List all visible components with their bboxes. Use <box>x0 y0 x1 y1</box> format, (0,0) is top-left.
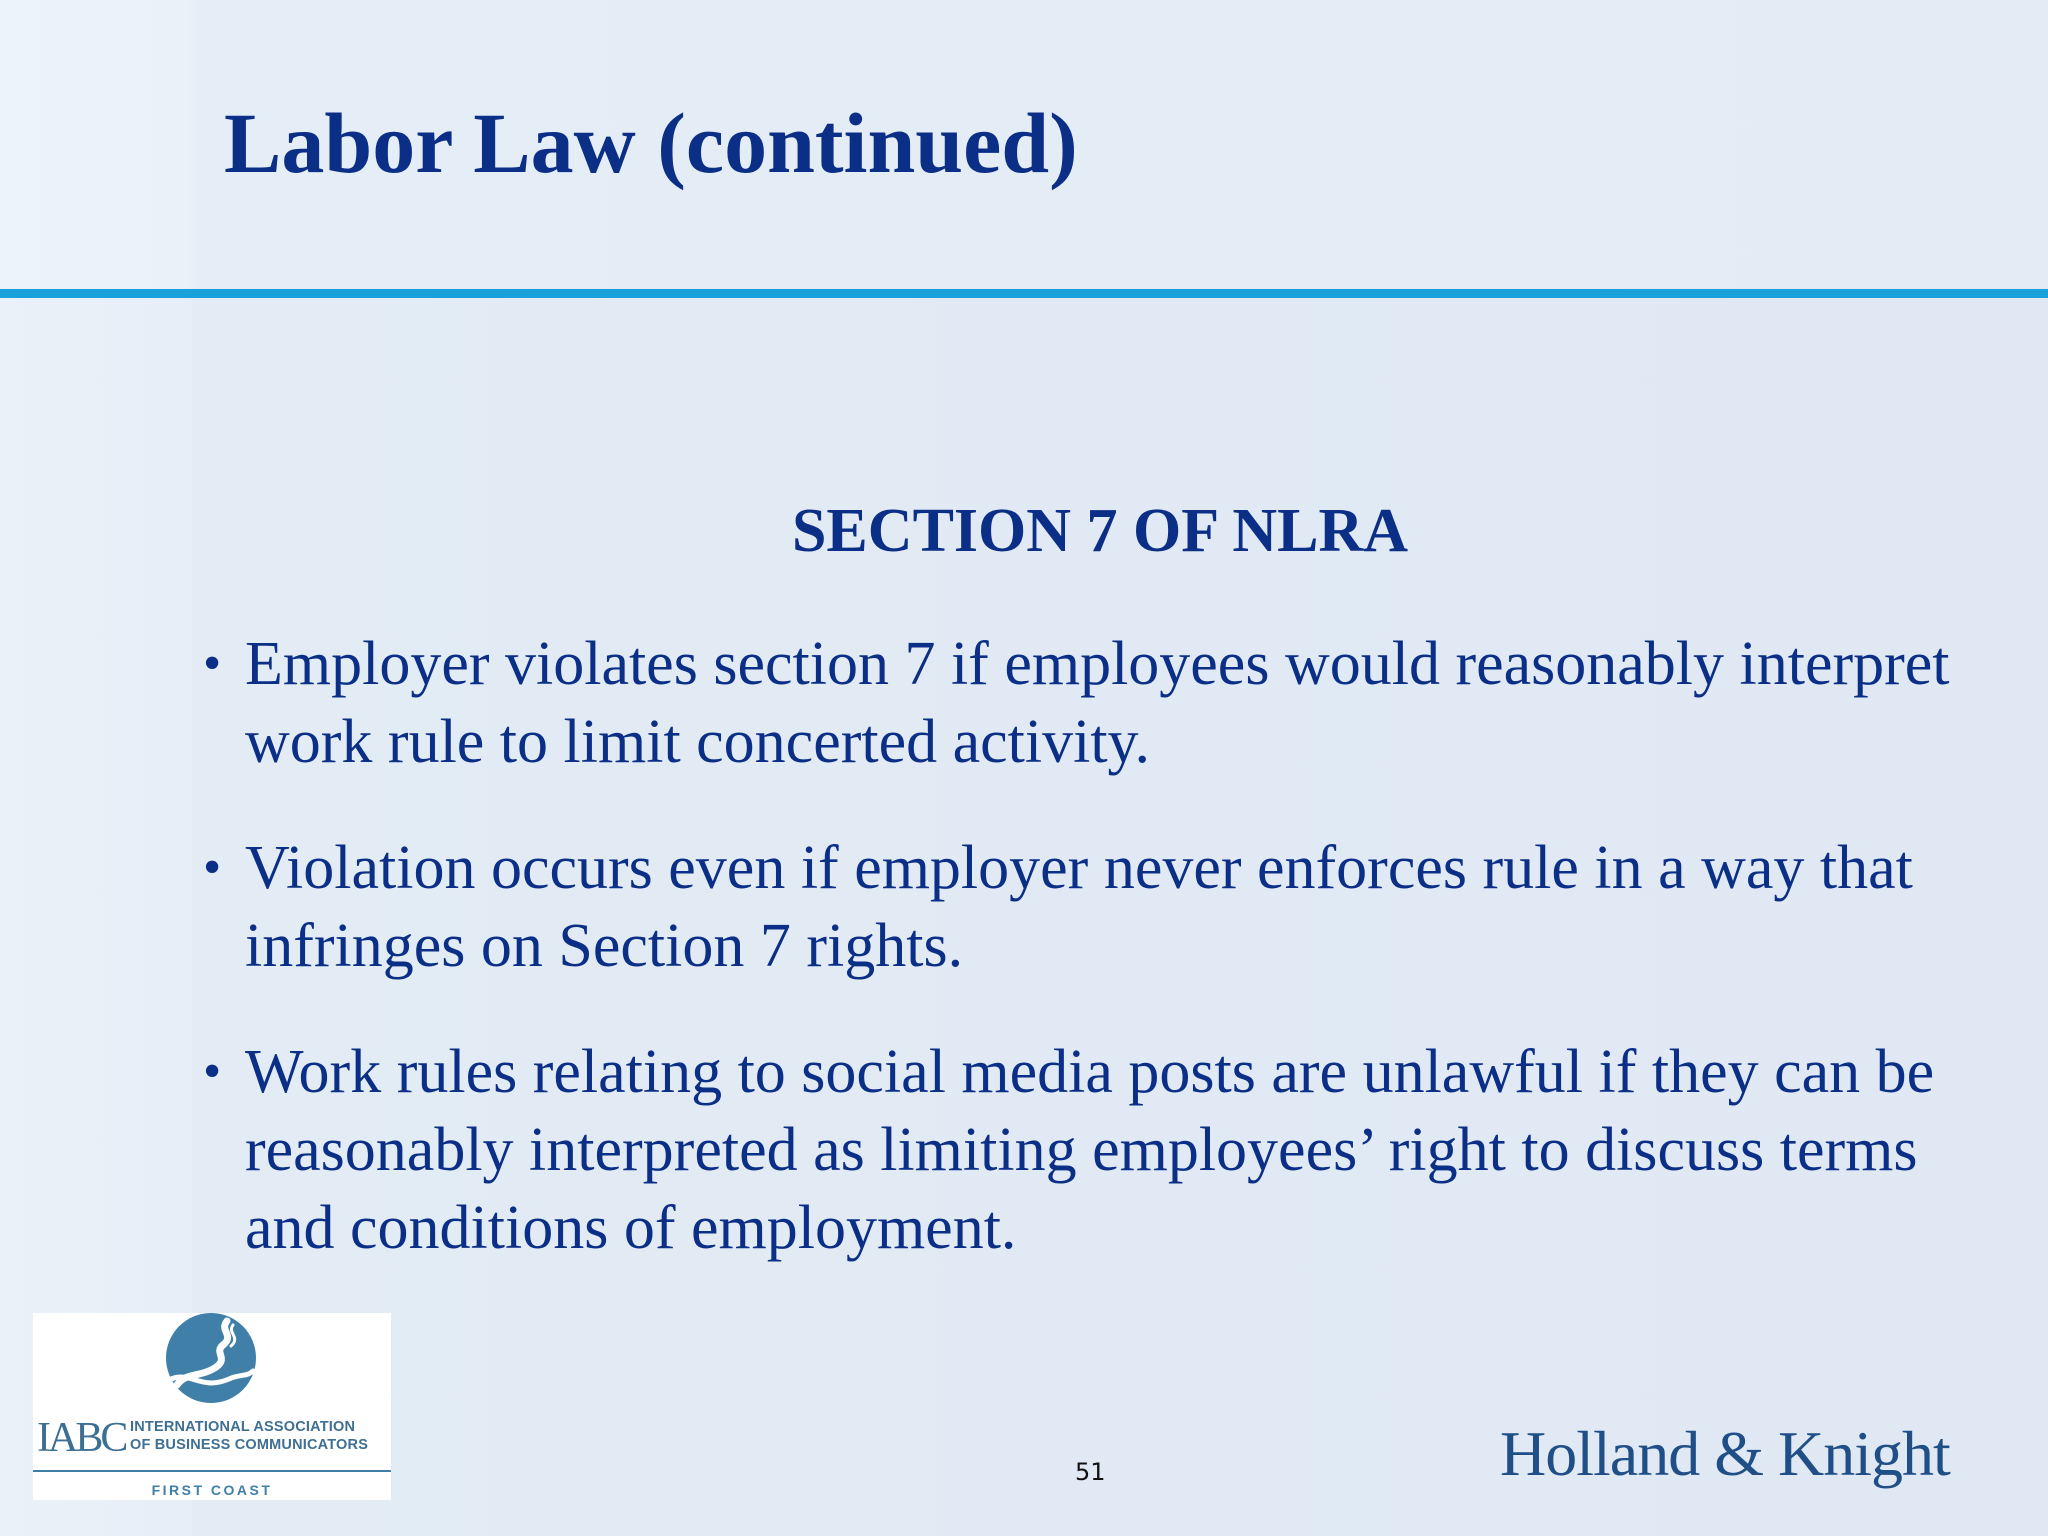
page-number: 51 <box>1075 1458 1106 1486</box>
title-divider <box>0 289 2048 298</box>
bullet-icon: • <box>203 1043 222 1100</box>
bullet-list <box>203 625 1993 1315</box>
holland-knight-logo: Holland & Knight <box>1500 1418 1950 1489</box>
bullet-item <box>203 1033 1993 1267</box>
bullet-text: Violation occurs even if employer never enforces rule in a way that infringes on Section 7 rights. <box>245 834 1913 980</box>
river-emblem-icon <box>161 1313 261 1413</box>
bullet-text: Work rules relating to social media posts are unlawful if they can be reasonably interpreted as limiting employees’ right to discuss terms and conditions of employment. <box>245 1038 1935 1262</box>
iabc-organization-name: INTERNATIONAL ASSOCIATION OF BUSINESS COMMUNICATORS <box>130 1419 369 1453</box>
iabc-wordmark: IABC <box>37 1415 126 1461</box>
bullet-text: Employer violates section 7 if employees would reasonably interpret work rule to limit concerted activity. <box>245 630 1950 776</box>
bullet-item <box>203 829 1993 985</box>
section-heading: SECTION 7 OF NLRA <box>791 497 1409 565</box>
bullet-item <box>203 625 1993 781</box>
iabc-logo <box>33 1313 391 1500</box>
slide-title: Labor Law (continued) <box>224 95 1078 191</box>
bullet-icon: • <box>203 635 222 692</box>
iabc-divider <box>33 1470 391 1472</box>
bullet-icon: • <box>203 839 222 896</box>
iabc-chapter-name: FIRST COAST <box>151 1482 273 1498</box>
